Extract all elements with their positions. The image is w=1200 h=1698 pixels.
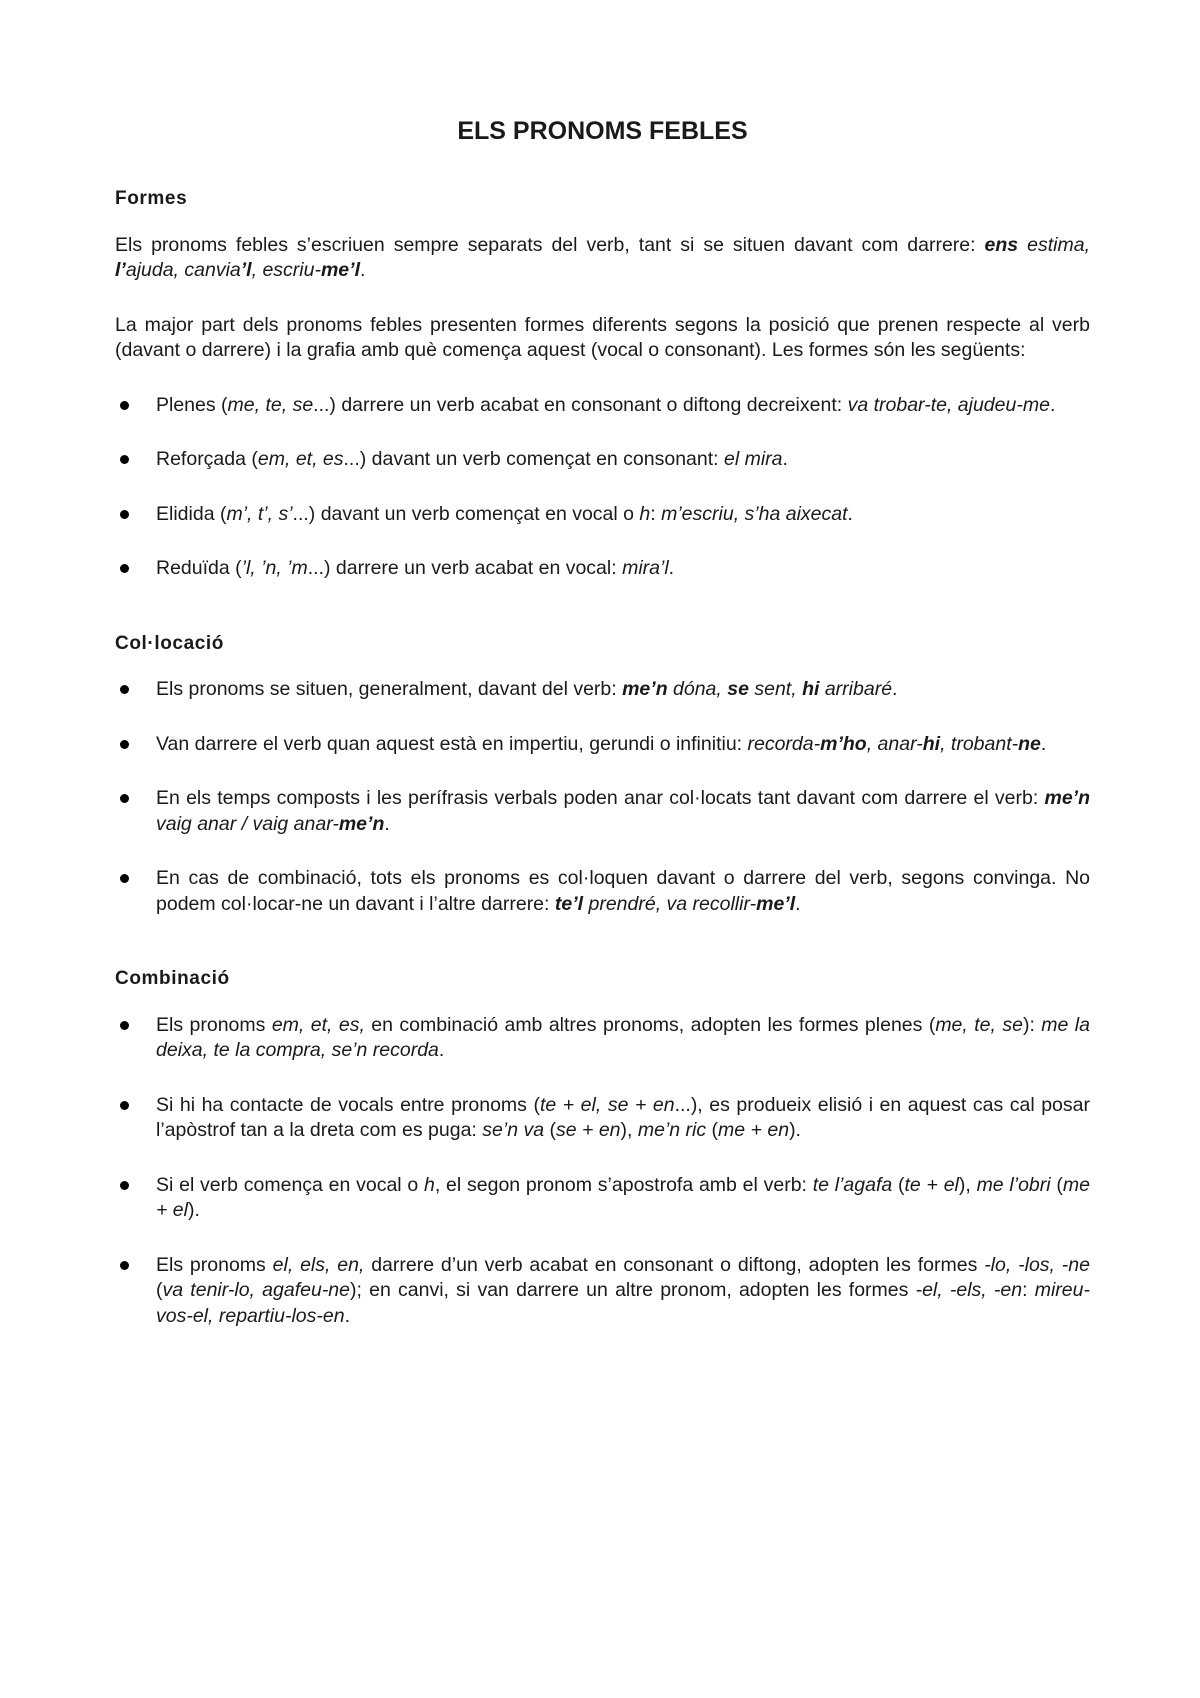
bullet-icon: [120, 510, 129, 519]
list-item-text: Reforçada (em, et, es...) davant un verb començat en consonant: el mira.: [156, 448, 788, 470]
paragraph: La major part dels pronoms febles presenten formes diferents segons la posició que prenen respecte al verb (davant o darrere) i la grafia amb què comença aquest (vocal o consonant). Les formes són les següents:: [115, 313, 1090, 361]
bullet-icon: [120, 564, 129, 573]
list-item: [115, 447, 1090, 473]
section: [115, 631, 1090, 918]
bullet-icon: [120, 874, 129, 883]
bullet-list: [115, 1013, 1090, 1330]
section-heading: Combinació: [115, 968, 230, 989]
list-item-text: Si hi ha contacte de vocals entre pronoms (te + el, se + en...), es produeix elisió i en aquest cas cal posar l’apòstrof tan a la dreta com es puga: se’n va (se + en), me’n ric (me + en).: [156, 1093, 1090, 1141]
bullet-icon: [120, 685, 129, 694]
list-item: [115, 677, 1090, 703]
list-item: [115, 732, 1090, 758]
section: [115, 966, 1090, 1329]
list-item-text: Si el verb comença en vocal o h, el segon pronom s’apostrofa amb el verb: te l’agafa (te + el), me l’obri (me + el).: [156, 1173, 1090, 1221]
paragraph: Els pronoms febles s’escriuen sempre separats del verb, tant si se situen davant com darrere: ens estima, l’ajuda, canvia’l, escriu-me’l.: [115, 233, 1090, 281]
section-heading: Formes: [115, 188, 188, 209]
bullet-icon: [120, 1021, 129, 1030]
bullet-icon: [120, 1101, 129, 1110]
list-item-text: Van darrere el verb quan aquest està en impertiu, gerundi o infinitiu: recorda-m’ho, anar-hi, trobant-ne.: [156, 732, 1047, 755]
list-item-text: Els pronoms se situen, generalment, davant del verb: me’n dóna, se sent, hi arribaré.: [156, 678, 898, 700]
list-item-text: Plenes (me, te, se...) darrere un verb acabat en consonant o diftong decreixent: va trobar-te, ajudeu-me.: [156, 393, 1056, 416]
section-heading: Col·locació: [115, 632, 225, 654]
list-item: [115, 786, 1090, 837]
bullet-list: [115, 393, 1090, 582]
list-item: [115, 1013, 1090, 1064]
list-item: [115, 1173, 1090, 1224]
bullet-icon: [120, 794, 129, 803]
list-item: [115, 1093, 1090, 1144]
bullet-icon: [120, 455, 129, 464]
document-page: [115, 112, 1090, 1358]
list-item-text: Reduïda (’l, ’n, ’m...) darrere un verb acabat en vocal: mira’l.: [156, 557, 675, 579]
document-body: [115, 186, 1090, 1329]
list-item-text: Els pronoms el, els, en, darrere d’un verb acabat en consonant o diftong, adopten les formes -lo, -los, -ne (va tenir-lo, agafeu-ne); en canvi, si van darrere un altre pronom, adopten les formes -el, -els, -en: mireu-vos-el, repartiu-los-en.: [156, 1253, 1090, 1327]
bullet-icon: [120, 1261, 129, 1270]
section-spacer: [115, 611, 1090, 631]
bullet-icon: [120, 401, 129, 410]
bullet-list: [115, 677, 1090, 917]
list-item: [115, 866, 1090, 917]
list-item-text: En cas de combinació, tots els pronoms es col·loquen davant o darrere del verb, segons convinga. No podem col·locar-ne un davant i l’altre darrere: te’l prendré, va recollir-me’l.: [156, 867, 1090, 915]
section-spacer: [115, 946, 1090, 966]
list-item: [115, 393, 1090, 419]
list-item: [115, 502, 1090, 528]
list-item: [115, 1253, 1090, 1330]
list-item-text: En els temps composts i les perífrasis verbals poden anar col·locats tant davant com darrere el verb: me’n vaig anar / vaig anar-me’n.: [156, 787, 1090, 835]
list-item-text: Els pronoms em, et, es, en combinació amb altres pronoms, adopten les formes plenes (me, te, se): me la deixa, te la compra, se’n recorda.: [156, 1013, 1090, 1061]
list-item: [115, 556, 1090, 582]
list-item-text: Elidida (m’, t’, s’...) davant un verb començat en vocal o h: m’escriu, s’ha aixecat.: [156, 502, 853, 525]
section: [115, 186, 1090, 582]
bullet-icon: [120, 740, 129, 749]
bullet-icon: [120, 1181, 129, 1190]
document-title: ELS PRONOMS FEBLES: [457, 117, 748, 145]
